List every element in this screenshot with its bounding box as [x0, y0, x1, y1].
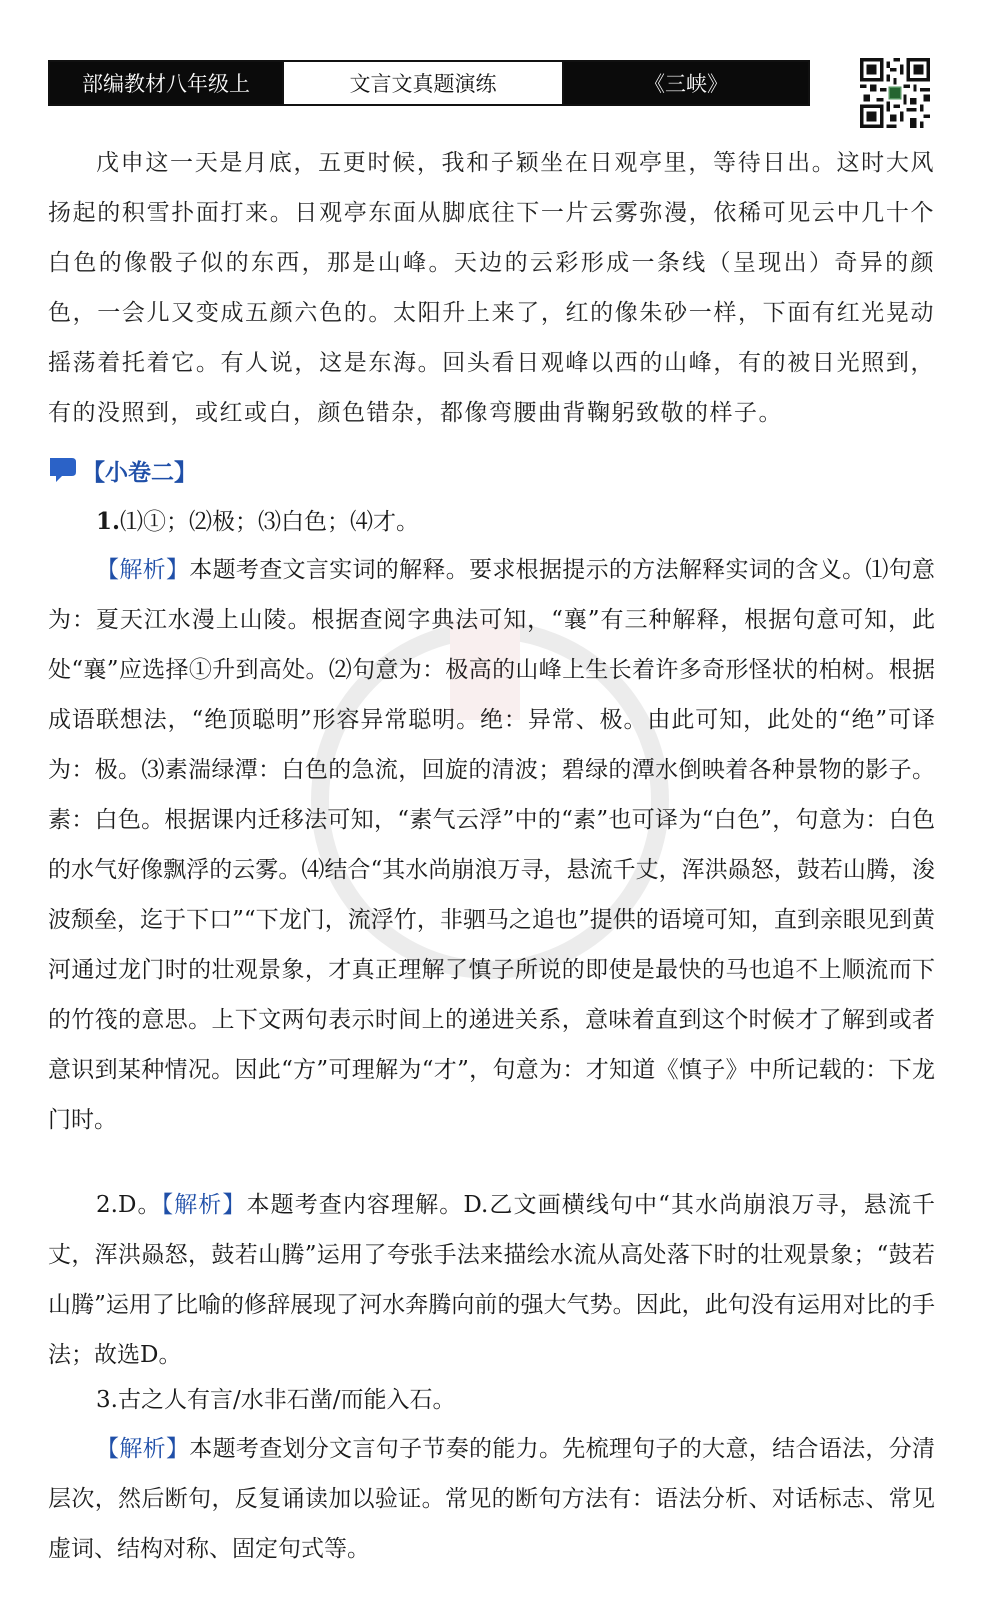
answer-1 [48, 497, 935, 547]
analysis-1 [48, 545, 935, 1145]
answer-1-text: ⑴①；⑵极；⑶白色；⑷才。 [120, 509, 420, 535]
analysis-2-text: 本题考查内容理解。D.乙文画横线句中“其水尚崩浪万寻，悬流千丈，浑洪赑怒，鼓若山腾”运用了夸张手法来描绘水流从高处落下时的壮观景象；“鼓若山腾”运用了比喻的修辞展现了河水奔腾向前的强大气势。因此，此句没有运用对比的手法；故选D。 [48, 1192, 935, 1368]
analysis-3-tag: 【解析】 [96, 1436, 190, 1462]
answer-2-text: D。 [117, 1192, 162, 1218]
analysis-1-tag: 【解析】 [96, 557, 190, 583]
answer-3-text: 古之人有言/水非石凿/而能入石。 [117, 1387, 456, 1413]
header-lesson-label: 《三峡》 [564, 62, 808, 104]
answer-2-number: 2. [96, 1192, 118, 1218]
chat-flag-icon [48, 456, 78, 484]
translation-paragraph: 戊申这一天是月底，五更时候，我和子颖坐在日观亭里，等待日出。这时大风扬起的积雪扑面打来。日观亭东面从脚底往下一片云雾弥漫，依稀可见云中几十个白色的像骰子似的东西，那是山峰。天边的云彩形成一条线（呈现出）奇异的颜色，一会儿又变成五颜六色的。太阳升上来了，红的像朱砂一样，下面有红光晃动摇荡着托着它。有人说，这是东海。回头看日观峰以西的山峰，有的被日光照到，有的没照到，或红或白，颜色错杂，都像弯腰曲背鞠躬致敬的样子。 [48, 150, 935, 426]
header-textbook-label: 部编教材八年级上 [50, 62, 282, 104]
answer-3 [48, 1375, 935, 1425]
section-header [48, 450, 197, 490]
qr-code-icon[interactable] [860, 58, 930, 128]
analysis-2-tag: 【解析】 [161, 1192, 247, 1218]
header-topic-label: 文言文真题演练 [282, 62, 564, 104]
header-bar [48, 60, 810, 106]
analysis-3-text: 本题考查划分文言句子节奏的能力。先梳理句子的大意，结合语法，分清层次，然后断句，反复诵读加以验证。常见的断句方法有：语法分析、对话标志、常见虚词、结构对称、固定句式等。 [48, 1436, 936, 1562]
section-title: 【小卷二】 [82, 459, 197, 486]
answer-1-number: 1. [96, 508, 121, 535]
answer-3-number: 3. [96, 1387, 118, 1413]
analysis-3 [48, 1424, 935, 1574]
analysis-1-text: 本题考查文言实词的解释。要求根据提示的方法解释实词的含义。⑴句意为：夏天江水漫上山陵。根据查阅字典法可知，“襄”有三种解释，根据句意可知，此处“襄”应选择①升到高处。⑵句意为：极高的山峰上生长着许多奇形怪状的柏树。根据成语联想法，“绝顶聪明”形容异常聪明。绝：异常、极。由此可知，此处的“绝”可译为：极。⑶素湍绿潭：白色的急流，回旋的清波；碧绿的潭水倒映着各种景物的影子。素：白色。根据课内迁移法可知，“素气云浮”中的“素”也可译为“白色”，句意为：白色的水气好像飘浮的云雾。⑷结合“其水尚崩浪万寻，悬流千丈，浑洪赑怒，鼓若山腾，浚波颓垒，迄于下口”“下龙门，流浮竹，非驷马之追也”提供的语境可知，直到亲眼见到黄河通过龙门时的壮观景象，才真正理解了慎子所说的即使是最快的马也追不上顺流而下的竹筏的意思。上下文两句表示时间上的递进关系，意味着直到这个时候才了解到或者意识到某种情况。因此“方”可理解为“才”，句意为：才知道《慎子》中所记载的：下龙门时。 [48, 557, 936, 1133]
answer-2 [48, 1180, 935, 1380]
